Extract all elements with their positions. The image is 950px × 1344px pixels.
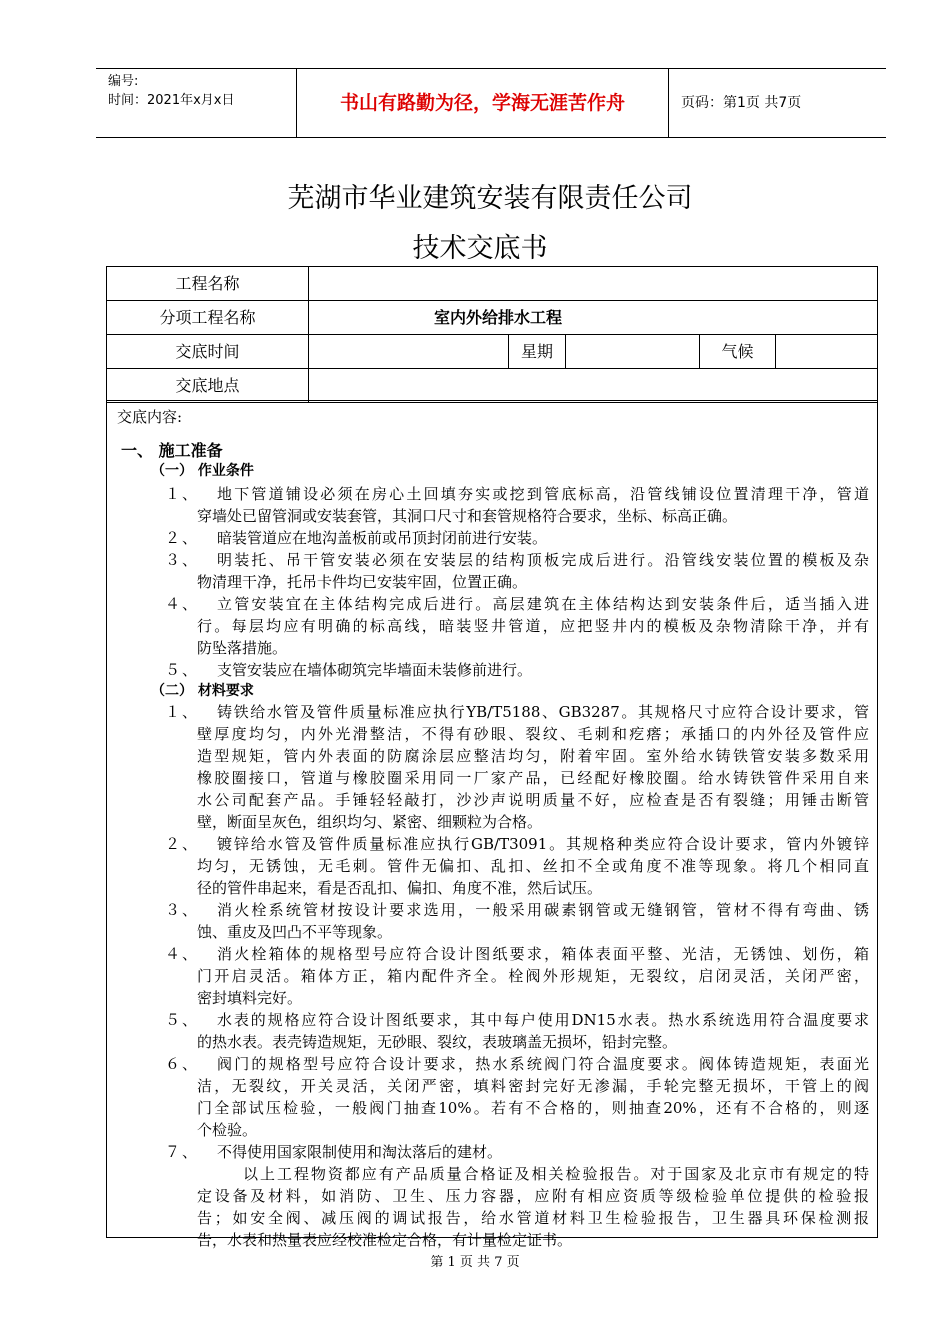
sub-project-label: 分项工程名称 [107, 301, 309, 334]
text-line: 的热水表。表壳铸造规矩，无砂眼、裂纹，表玻璃盖无损坏，铅封完整。 [197, 1033, 678, 1051]
item-number: １、 [165, 703, 200, 721]
item-number: ３、 [165, 551, 200, 569]
row-sub-project [107, 301, 877, 335]
doc-title: 技术交底书 [412, 233, 548, 264]
text-line: 立管安装宜在主体结构完成后进行。高层建筑在主体结构达到安装条件后，适当插入进 [217, 595, 869, 613]
weather-value [776, 335, 877, 368]
weekday-value [566, 335, 700, 368]
project-name-value [309, 267, 877, 300]
info-table [106, 266, 878, 403]
item-number: ５、 [165, 1011, 200, 1029]
item-number: ４、 [165, 595, 200, 613]
header-info [96, 69, 296, 137]
text-line: 门开启灵活。箱体方正，箱内配件齐全。栓阀外形规矩，无裂纹，启闭灵活，关闭严密， [197, 967, 869, 985]
place-value [309, 369, 877, 402]
item-number: ４、 [165, 945, 200, 963]
page-footer: 第 1 页 共 7 页 [430, 1255, 520, 1270]
item-number: ５、 [165, 661, 200, 679]
item-number: ２、 [165, 835, 200, 853]
text-line: 支管安装应在墙体砌筑完毕墙面未装修前进行。 [217, 661, 533, 679]
item-number: ２、 [165, 529, 200, 547]
row-place [107, 369, 877, 402]
text-line: 穿墙处已留管洞或安装套管，其洞口尺寸和套管规格符合要求，坐标、标高正确。 [197, 507, 738, 525]
text-line: 水公司配套产品。手锤轻轻敲打，沙沙声说明质量不好，应检查是否有裂缝；用锤击断管 [197, 791, 869, 809]
motto: 书山有路勤为径，学海无涯苦作舟 [296, 69, 669, 137]
date-value [309, 335, 509, 368]
text-line: 壁厚度均匀，内外光滑整洁，不得有砂眼、裂纹、毛刺和疙瘩；承插口的内外径及管件应 [197, 725, 869, 743]
text-line: 密封填料完好。 [197, 989, 303, 1007]
row-project-name [107, 267, 877, 301]
company-title: 芜湖市华业建筑安装有限责任公司 [287, 183, 693, 214]
page-indicator: 页码：第1页 共7页 [681, 95, 802, 111]
text-line: 蚀、重皮及凹凸不平等现象。 [197, 923, 393, 941]
page-header [96, 68, 886, 138]
text-line: 明装托、吊干管安装必须在安装层的结构顶板完成后进行。沿管线安装位置的模板及杂 [217, 551, 869, 569]
text-line: 告，水表和热量表应经校准检定合格，有计量检定证书。 [197, 1231, 573, 1249]
date-label: 交底时间 [107, 335, 309, 368]
text-line: 洁，无裂纹，开关灵活，关闭严密，填料密封完好无渗漏，手轮完整无损坏，干管上的阀 [197, 1077, 869, 1095]
text-line: 定设备及材料，如消防、卫生、压力容器，应附有相应资质等级检验单位提供的检验报 [197, 1187, 869, 1205]
text-line: 防坠落措施。 [197, 639, 288, 657]
item-number: １、 [165, 485, 200, 503]
content-label: 交底内容: [117, 408, 183, 426]
text-line: 消火栓箱体的规格型号应符合设计图纸要求，箱体表面平整、光洁，无锈蚀、划伤，箱 [217, 945, 869, 963]
text-line: 均匀，无锈蚀，无毛刺。管件无偏扣、乱扣、丝扣不全或角度不准等现象。将几个相同直 [197, 857, 869, 875]
text-line: 告；如安全阀、减压阀的调试报告，给水管道材料卫生检验报告，卫生器具环保检测报 [197, 1209, 869, 1227]
text-line: 个检验。 [197, 1121, 258, 1139]
text-line: 橡胶圈接口，管道与橡胶圈采用同一厂家产品，已经配好橡胶圈。给水铸铁管件采用自来 [197, 769, 869, 787]
text-line: 径的管件串起来，看是否乱扣、偏扣、角度不准，然后试压。 [197, 879, 603, 897]
text-line: 地下管道铺设必须在房心土回填夯实或挖到管底标高，沿管线铺设位置清理干净，管道 [217, 485, 869, 503]
text-line: 不得使用国家限制使用和淘汰落后的建材。 [217, 1143, 503, 1161]
item-number: ６、 [165, 1055, 200, 1073]
item-number: ３、 [165, 901, 200, 919]
text-line: 消火栓系统管材按设计要求选用，一般采用碳素钢管或无缝钢管，管材不得有弯曲、锈 [217, 901, 869, 919]
sub-heading-conditions: （一） 作业条件 [151, 463, 254, 479]
item-number: ７、 [165, 1143, 200, 1161]
text-line: 铸铁给水管及管件质量标准应执行YB/T5188、GB3287。其规格尺寸应符合设计要求，管 [217, 703, 869, 721]
sub-heading-materials: （二） 材料要求 [151, 683, 254, 699]
text-line: 壁，断面呈灰色，组织均匀、紧密、细颗粒为合格。 [197, 813, 543, 831]
row-date [107, 335, 877, 369]
doc-number: 编号: [108, 74, 139, 89]
weekday-label: 星期 [509, 335, 566, 368]
section-heading: 一、 施工准备 [121, 441, 223, 460]
place-label: 交底地点 [107, 369, 309, 402]
text-line: 行。每层均应有明确的标高线，暗装竖井管道，应把竖井内的模板及杂物清除干净，并有 [197, 617, 869, 635]
text-line: 暗装管道应在地沟盖板前或吊顶封闭前进行安装。 [217, 529, 548, 547]
text-line: 以上工程物资都应有产品质量合格证及相关检验报告。对于国家及北京市有规定的特 [243, 1165, 869, 1183]
sub-project-value: 室内外给排水工程 [433, 308, 562, 327]
content-box [106, 400, 878, 1249]
text-line: 水表的规格应符合设计图纸要求，其中每户使用DN15水表。热水系统选用符合温度要求 [217, 1011, 869, 1029]
text-line: 门全部试压检验，一般阀门抽查10%。若有不合格的，则抽查20%，还有不合格的，则逐 [197, 1099, 869, 1117]
text-line: 造型规矩，管内外表面的防腐涂层应整洁均匀，附着牢固。室外给水铸铁管安装多数采用 [197, 747, 869, 765]
text-line: 镀锌给水管及管件质量标准应执行GB/T3091。其规格种类应符合设计要求，管内外镀锌 [217, 835, 869, 853]
doc-time: 时间：2021年x月x日 [108, 93, 235, 108]
project-name-label: 工程名称 [107, 267, 309, 300]
text-line: 阀门的规格型号应符合设计要求，热水系统阀门符合温度要求。阀体铸造规矩，表面光 [217, 1055, 869, 1073]
weather-label: 气候 [700, 335, 776, 368]
text-line: 物清理干净，托吊卡件均已安装牢固，位置正确。 [197, 573, 528, 591]
